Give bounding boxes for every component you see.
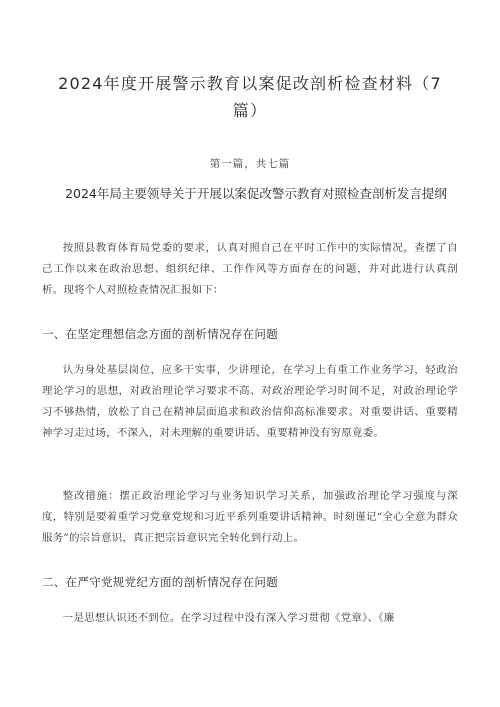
section-2 xyxy=(42,574,458,590)
part-label: 第一篇，共七篇 xyxy=(209,158,291,170)
section-1-measures: 整改措施：摆正政治理论学习与业务知识学习关系，加强政治理论学习强度与深度，特别是要着重学习党章党规和习近平系列重要讲话精神。时刻谨记“全心全意为群众服务”的宗旨意识，真正把宗旨意识完全转化到行动上。 xyxy=(42,490,458,544)
article-subtitle: 2024年局主要领导关于开展以案促改警示教育对照检查剖析发言提纲 xyxy=(65,186,447,201)
section-2-heading: 二、在严守党规党纪方面的剖析情况存在问题 xyxy=(42,575,278,589)
section-1 xyxy=(42,326,458,342)
section-2-body-block xyxy=(42,608,458,629)
intro-section xyxy=(42,238,458,301)
section-1-paragraph: 认为身处基层岗位，应多干实事，少讲理论，在学习上有重工作业务学习，轻政治理论学习的思想，对政治理论学习要求不高、对政治理论学习时间不足，对政治理论学习不够热情，放松了自己在精神层面追求和政治信仰高标准要求。对重要讲话、重要精神学习走过场，不深入，对未理解的重要讲话、重要精神没有穷原竟委。 xyxy=(42,364,458,439)
section-1-measures-block xyxy=(42,486,458,549)
section-2-paragraph: 一是思想认识还不到位。在学习过程中没有深入学习贯彻《党章》、《廉 xyxy=(62,612,395,624)
section-1-heading: 一、在坚定理想信念方面的剖析情况存在问题 xyxy=(42,327,278,341)
document-title: 2024年度开展警示教育以案促改剖析检查材料（7篇） xyxy=(58,74,442,120)
intro-paragraph: 按照县教育体育局党委的要求，认真对照自己在平时工作中的实际情况，查摆了自己工作以来在政治思想、组织纪律、工作作风等方面存在的问题，并对此进行认真剖析。现将个人对照检查情况汇报如下： xyxy=(42,242,458,296)
section-1-body-block xyxy=(42,360,458,444)
